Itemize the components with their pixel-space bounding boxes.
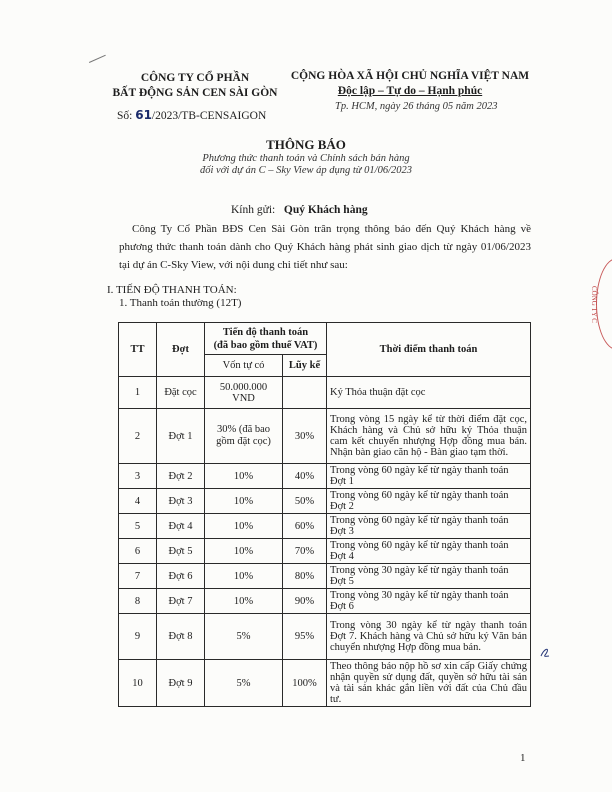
table-row bbox=[119, 489, 531, 514]
header-own-capital: Vốn tự có bbox=[205, 355, 283, 377]
salutation bbox=[231, 204, 368, 216]
cell-von: 10% bbox=[205, 564, 283, 589]
place-date: Tp. HCM, ngày 26 tháng 05 năm 2023 bbox=[335, 101, 498, 112]
cell-tt: 5 bbox=[119, 514, 157, 539]
cell-thoi-diem: Ký Thỏa thuận đặt cọc bbox=[327, 377, 531, 409]
header-progress-line-1: Tiến độ thanh toán bbox=[222, 326, 309, 338]
cell-von: 5% bbox=[205, 614, 283, 660]
national-heading bbox=[270, 69, 550, 99]
cell-von: 5% bbox=[205, 660, 283, 707]
cell-luy-ke: 100% bbox=[283, 660, 327, 707]
nation-motto: Độc lập – Tự do – Hạnh phúc bbox=[337, 85, 483, 97]
header-dot: Đợt bbox=[157, 323, 205, 377]
cell-von: 10% bbox=[205, 539, 283, 564]
cell-dot: Đợt 9 bbox=[157, 660, 205, 707]
seal-text: CÔNG TY C bbox=[590, 286, 598, 323]
subsection-heading: 1. Thanh toán thường (12T) bbox=[119, 297, 242, 309]
cell-thoi-diem: Trong vòng 15 ngày kể từ thời điểm đặt cọc, Khách hàng và Chủ sở hữu ký Thỏa thuận cam kết chuyển nhượng Hợp đồng mua bán. Nhận bàn giao căn hộ - Bàn giao tạm thời. bbox=[327, 409, 531, 464]
cell-von: 10% bbox=[205, 514, 283, 539]
company-line-1: CÔNG TY CỔ PHẦN bbox=[140, 72, 250, 84]
notice-subtitle bbox=[0, 153, 612, 177]
cell-dot: Đợt 1 bbox=[157, 409, 205, 464]
company-name bbox=[90, 71, 300, 101]
cell-tt: 10 bbox=[119, 660, 157, 707]
company-line-2: BẤT ĐỘNG SẢN CEN SÀI GÒN bbox=[112, 87, 278, 99]
cell-thoi-diem: Trong vòng 30 ngày kể từ ngày thanh toán Đợt 5 bbox=[327, 564, 531, 589]
table-row bbox=[119, 409, 531, 464]
document-number bbox=[117, 108, 266, 122]
cell-tt: 6 bbox=[119, 539, 157, 564]
cell-luy-ke: 40% bbox=[283, 464, 327, 489]
cell-von: 50.000.000 VND bbox=[205, 377, 283, 409]
section-heading: I. TIẾN ĐỘ THANH TOÁN: bbox=[107, 284, 237, 296]
table-row bbox=[119, 614, 531, 660]
header-progress bbox=[205, 323, 327, 355]
cell-luy-ke: 70% bbox=[283, 539, 327, 564]
payment-schedule-table bbox=[118, 322, 531, 707]
nation-line-1: CỘNG HÒA XÃ HỘI CHỦ NGHĨA VIỆT NAM bbox=[290, 70, 530, 82]
cell-dot: Đợt 2 bbox=[157, 464, 205, 489]
table-row bbox=[119, 564, 531, 589]
doc-no-handwritten: 61 bbox=[135, 108, 152, 122]
cell-tt: 4 bbox=[119, 489, 157, 514]
intro-paragraph: Công Ty Cổ Phần BĐS Cen Sài Gòn trân trọng thông báo đến Quý Khách hàng về phương thức thanh toán dành cho Quý Khách hàng phát sinh giao dịch từ ngày 01/06/2023 tại dự án C-Sky View, với nội dung chi tiết như sau: bbox=[119, 223, 531, 271]
table-row bbox=[119, 660, 531, 707]
cell-luy-ke: 95% bbox=[283, 614, 327, 660]
page-number: 1 bbox=[520, 752, 526, 764]
cell-luy-ke: 80% bbox=[283, 564, 327, 589]
table-row bbox=[119, 514, 531, 539]
cell-dot: Đợt 7 bbox=[157, 589, 205, 614]
cell-thoi-diem: Trong vòng 60 ngày kể từ ngày thanh toán Đợt 3 bbox=[327, 514, 531, 539]
notice-title: THÔNG BÁO bbox=[266, 137, 346, 152]
cell-thoi-diem: Trong vòng 60 ngày kể từ ngày thanh toán Đợt 2 bbox=[327, 489, 531, 514]
initial-signature bbox=[538, 645, 552, 659]
cell-dot: Đặt cọc bbox=[157, 377, 205, 409]
cell-dot: Đợt 4 bbox=[157, 514, 205, 539]
header-timing: Thời điểm thanh toán bbox=[327, 323, 531, 377]
subtitle-line-1: Phương thức thanh toán và Chính sách bán hàng bbox=[202, 153, 410, 164]
cell-tt: 3 bbox=[119, 464, 157, 489]
cell-dot: Đợt 8 bbox=[157, 614, 205, 660]
cell-von: 30% (đã bao gồm đặt cọc) bbox=[205, 409, 283, 464]
cell-luy-ke: 50% bbox=[283, 489, 327, 514]
cell-dot: Đợt 6 bbox=[157, 564, 205, 589]
table-row bbox=[119, 539, 531, 564]
cell-luy-ke: 90% bbox=[283, 589, 327, 614]
table-row bbox=[119, 464, 531, 489]
cell-luy-ke: 60% bbox=[283, 514, 327, 539]
cell-tt: 8 bbox=[119, 589, 157, 614]
cell-dot: Đợt 3 bbox=[157, 489, 205, 514]
cell-thoi-diem: Trong vòng 60 ngày kể từ ngày thanh toán Đợt 4 bbox=[327, 539, 531, 564]
cell-thoi-diem: Theo thông báo nộp hồ sơ xin cấp Giấy chứng nhận quyền sử dụng đất, quyền sở hữu tài sản và tài sản khác gắn liền với đất của Chủ đầu tư. bbox=[327, 660, 531, 707]
cell-von: 10% bbox=[205, 489, 283, 514]
cell-luy-ke: 30% bbox=[283, 409, 327, 464]
cell-von: 10% bbox=[205, 589, 283, 614]
company-seal bbox=[596, 258, 612, 350]
cell-von: 10% bbox=[205, 464, 283, 489]
cell-luy-ke bbox=[283, 377, 327, 409]
header-progress-line-2: (đã bao gồm thuế VAT) bbox=[213, 339, 318, 351]
cell-tt: 9 bbox=[119, 614, 157, 660]
table-row bbox=[119, 589, 531, 614]
table-row bbox=[119, 377, 531, 409]
cell-thoi-diem: Trong vòng 60 ngày kể từ ngày thanh toán Đợt 1 bbox=[327, 464, 531, 489]
cell-tt: 1 bbox=[119, 377, 157, 409]
cell-thoi-diem: Trong vòng 30 ngày kể từ ngày thanh toán Đợt 6 bbox=[327, 589, 531, 614]
header-tt: TT bbox=[119, 323, 157, 377]
subtitle-line-2: đối với dự án C – Sky View áp dụng từ 01/06/2023 bbox=[200, 165, 412, 176]
cell-tt: 7 bbox=[119, 564, 157, 589]
doc-no-suffix: /2023/TB-CENSAIGON bbox=[151, 110, 267, 122]
salutation-label: Kính gửi: bbox=[231, 204, 276, 216]
cell-dot: Đợt 5 bbox=[157, 539, 205, 564]
doc-no-prefix: Số: bbox=[117, 110, 136, 122]
cell-tt: 2 bbox=[119, 409, 157, 464]
pen-mark bbox=[89, 55, 109, 71]
header-cumulative: Lũy kế bbox=[283, 355, 327, 377]
cell-thoi-diem: Trong vòng 30 ngày kể từ ngày thanh toán Đợt 7. Khách hàng và Chủ sở hữu ký Văn bản chuyển nhượng Hợp đồng mua bán. bbox=[327, 614, 531, 660]
salutation-name: Quý Khách hàng bbox=[283, 204, 368, 216]
